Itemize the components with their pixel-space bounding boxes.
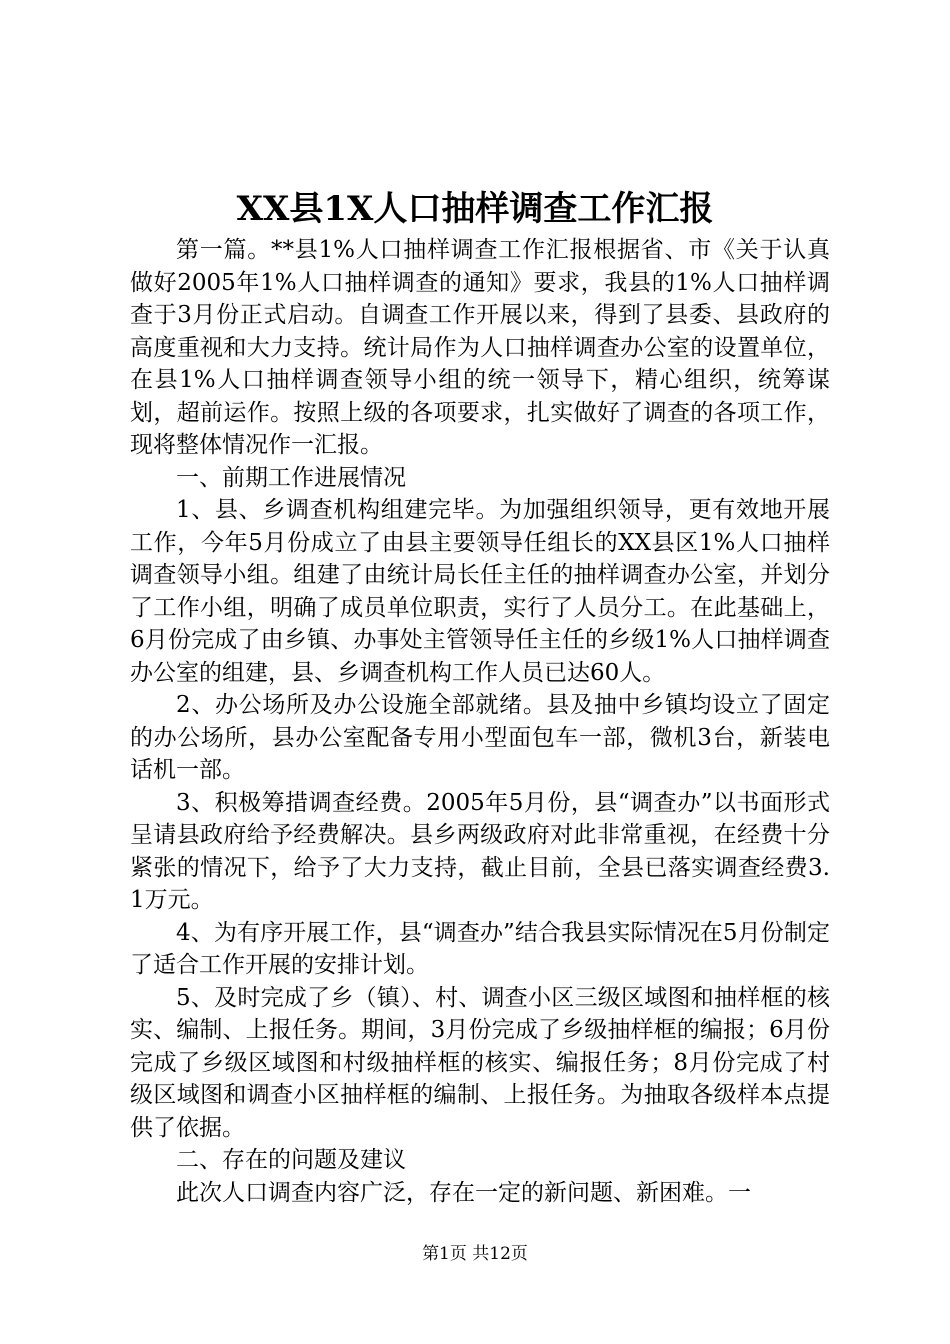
document-title: XX县1X人口抽样调查工作汇报 bbox=[236, 189, 714, 229]
paragraph-item-2: 2、办公场所及办公设施全部就绪。县及抽中乡镇均设立了固定的办公场所，县办公室配备专用小型面包车一部，微机3台，新装电话机一部。 bbox=[130, 692, 830, 783]
paragraph-item-4: 4、为有序开展工作，县“调查办”结合我县实际情况在5月份制定了适合工作开展的安排计划。 bbox=[130, 919, 830, 978]
page-footer: 第1页 共12页 bbox=[422, 1244, 528, 1264]
paragraph-intro: 第一篇。**县1%人口抽样调查工作汇报根据省、市《关于认真做好2005年1%人口抽样调查的通知》要求，我县的1%人口抽样调查于3月份正式启动。自调查工作开展以来，得到了县委、县政府的高度重视和大力支持。统计局作为人口抽样调查办公室的设置单位，在县1%人口抽样调查领导小组的统一领导下，精心组织，统筹谋划，超前运作。按照上级的各项要求，扎实做好了调查的各项工作，现将整体情况作一汇报。 bbox=[130, 237, 830, 458]
paragraph-item-5: 5、及时完成了乡（镇）、村、调查小区三级区域图和抽样框的核实、编制、上报任务。期间，3月份完成了乡级抽样框的编报；6月份完成了乡级区域图和村级抽样框的核实、编报任务；8月份完成了村级区域图和调查小区抽样框的编制、上报任务。为抽取各级样本点提供了依据。 bbox=[130, 984, 830, 1141]
paragraph-item-1: 1、县、乡调查机构组建完毕。为加强组织领导，更有效地开展工作，今年5月份成立了由县主要领导任组长的XX县区1%人口抽样调查领导小组。组建了由统计局长任主任的抽样调查办公室，并划分了工作小组，明确了成员单位职责，实行了人员分工。在此基础上，6月份完成了由乡镇、办事处主管领导任主任的乡级1%人口抽样调查办公室的组建，县、乡调查机构工作人员已达60人。 bbox=[130, 497, 830, 686]
document-body bbox=[130, 234, 830, 1209]
section-heading-issues: 二、存在的问题及建议 bbox=[176, 1147, 406, 1173]
paragraph-issues: 此次人口调查内容广泛，存在一定的新问题、新困难。一 bbox=[176, 1179, 751, 1206]
paragraph-item-3: 3、积极筹措调查经费。2005年5月份，县“调查办”以书面形式呈请县政府给予经费解决。县乡两级政府对此非常重视，在经费十分紧张的情况下，给予了大力支持，截止目前，全县已落实调查经费3.1万元。 bbox=[130, 789, 830, 913]
section-heading-progress: 一、前期工作进展情况 bbox=[176, 464, 406, 491]
